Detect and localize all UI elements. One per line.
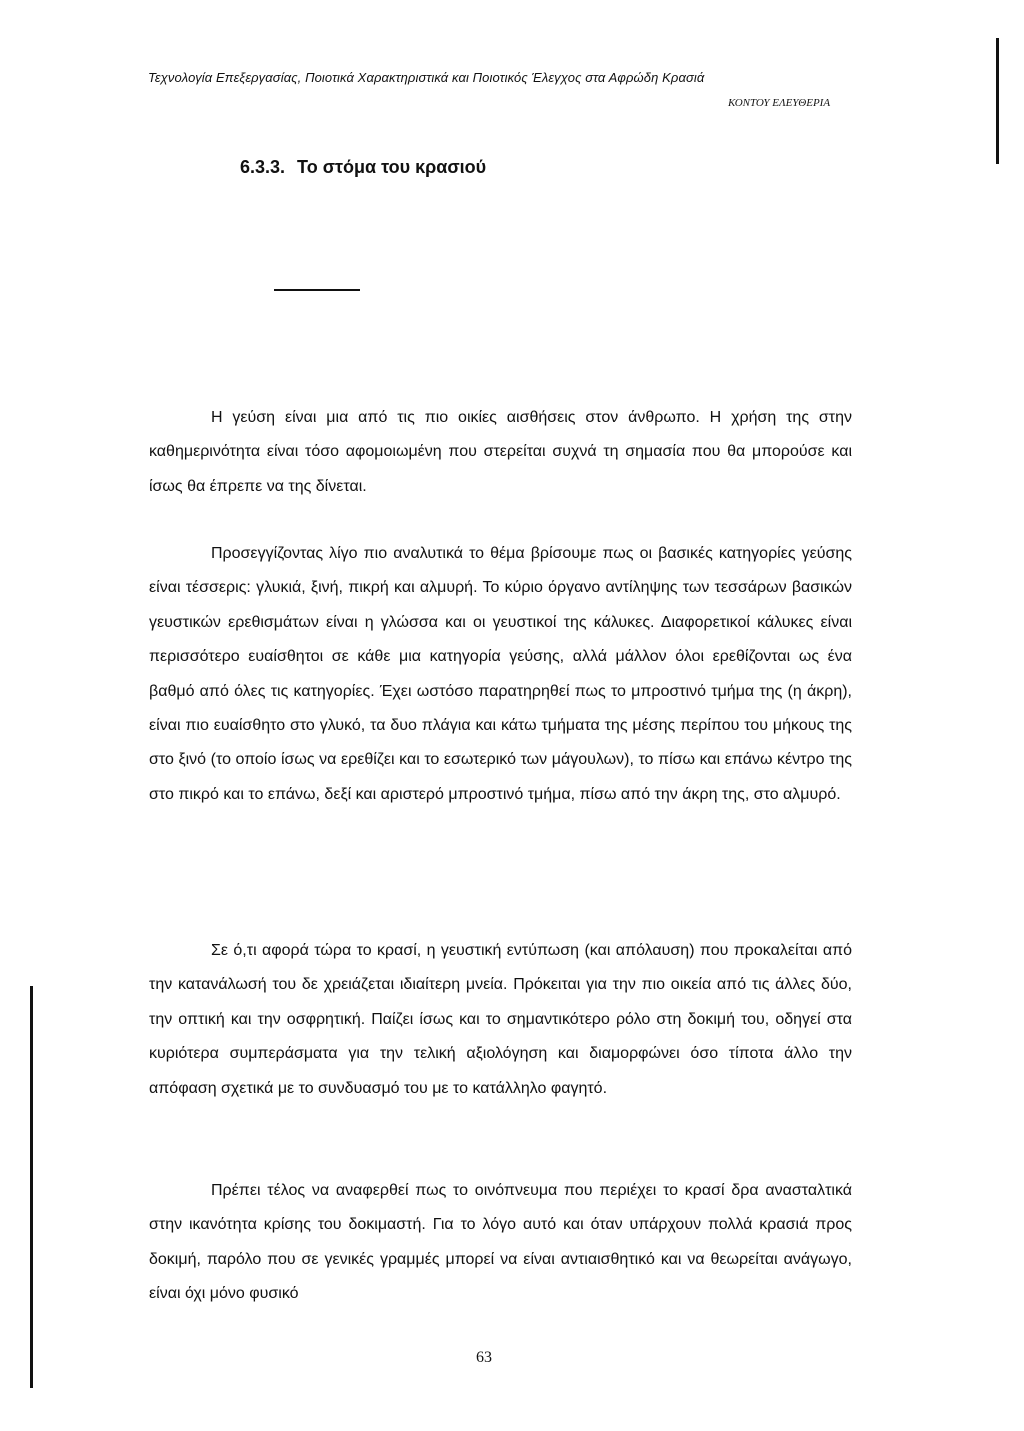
- section-title: Το στόμα του κρασιού: [297, 157, 487, 177]
- paragraph-1: Η γεύση είναι μια από τις πιο οικίες αισθήσεις στον άνθρωπο. Η χρήση της στην καθημερινότητα είναι τόσο αφομοιωμένη που στερείται συχνά τη σημασία που θα μπορούσε και ίσως θα έπρεπε να της δίνεται.: [149, 409, 852, 495]
- page-number: 63: [476, 1349, 492, 1366]
- scan-edge-rule-right: [996, 38, 999, 164]
- paragraph-3: Σε ό,τι αφορά τώρα το κρασί, η γευστική εντύπωση (και απόλαυση) που προκαλείται από την κατανάλωσή του δε χρειάζεται ιδιαίτερη μνεία. Πρόκειται για την πιο οικεία από τις άλλες δύο, την οπτική και την οσφρητική. Παίζει ίσως και το σημαντικότερο ρόλο στη δοκιμή του, οδηγεί στα κυριότερα συμπεράσματα για την τελική αξιολόγηση και διαμορφώνει όσο τίποτα άλλο την απόφαση σχετικά με το συνδυασμό του με το κατάλληλο φαγητό.: [149, 942, 852, 1097]
- running-header-title: Τεχνολογία Επεξεργασίας, Ποιοτικά Χαρακτηριστικά και Ποιοτικός Έλεγχος στα Αφρώδη Κρασιά: [148, 70, 705, 85]
- separator-line: [274, 289, 360, 291]
- section-number: 6.3.3.: [240, 157, 286, 177]
- running-header-author: ΚΟΝΤΟΥ ΕΛΕΥΘΕΡΙΑ: [728, 97, 831, 109]
- scan-edge-rule-left: [30, 986, 33, 1388]
- paragraph-4: Πρέπει τέλος να αναφερθεί πως το οινόπνευμα που περιέχει το κρασί δρα ανασταλτικά στην ικανότητα κρίσης του δοκιμαστή. Για το λόγο αυτό και όταν υπάρχουν πολλά κρασιά προς δοκιμή, παρόλο που σε γενικές γραμμές μπορεί να είναι αντιαισθητικό και να θεωρείται ανάγωγο, είναι όχι μόνο φυσικό: [149, 1182, 852, 1303]
- section-heading: [240, 157, 486, 178]
- paragraph-2: Προσεγγίζοντας λίγο πιο αναλυτικά το θέμα βρίσουμε πως οι βασικές κατηγορίες γεύσης είναι τέσσερις: γλυκιά, ξινή, πικρή και αλμυρή. Το κύριο όργανο αντίληψης των τεσσάρων βασικών γευστικών ερεθισμάτων είναι η γλώσσα και οι γευστικοί της κάλυκες. Διαφορετικοί κάλυκες είναι περισσότερο ευαίσθητοι σε κάθε μια κατηγορία γεύσης, αλλά μάλλον όλοι ερεθίζονται ως ένα βαθμό από όλες τις κατηγορίες. Έχει ωστόσο παρατηρηθεί πως το μπροστινό τμήμα της (η άκρη), είναι πιο ευαίσθητο στο γλυκό, τα δυο πλάγια και κάτω τμήματα της μέσης περίπου του μήκους της στο ξινό (το οποίο ίσως να ερεθίζει και το εσωτερικό των μάγουλων), το πίσω και επάνω κέντρο της στο πικρό και το επάνω, δεξί και αριστερό μπροστινό τμήμα, πίσω από την άκρη της, στο αλμυρό.: [149, 545, 852, 803]
